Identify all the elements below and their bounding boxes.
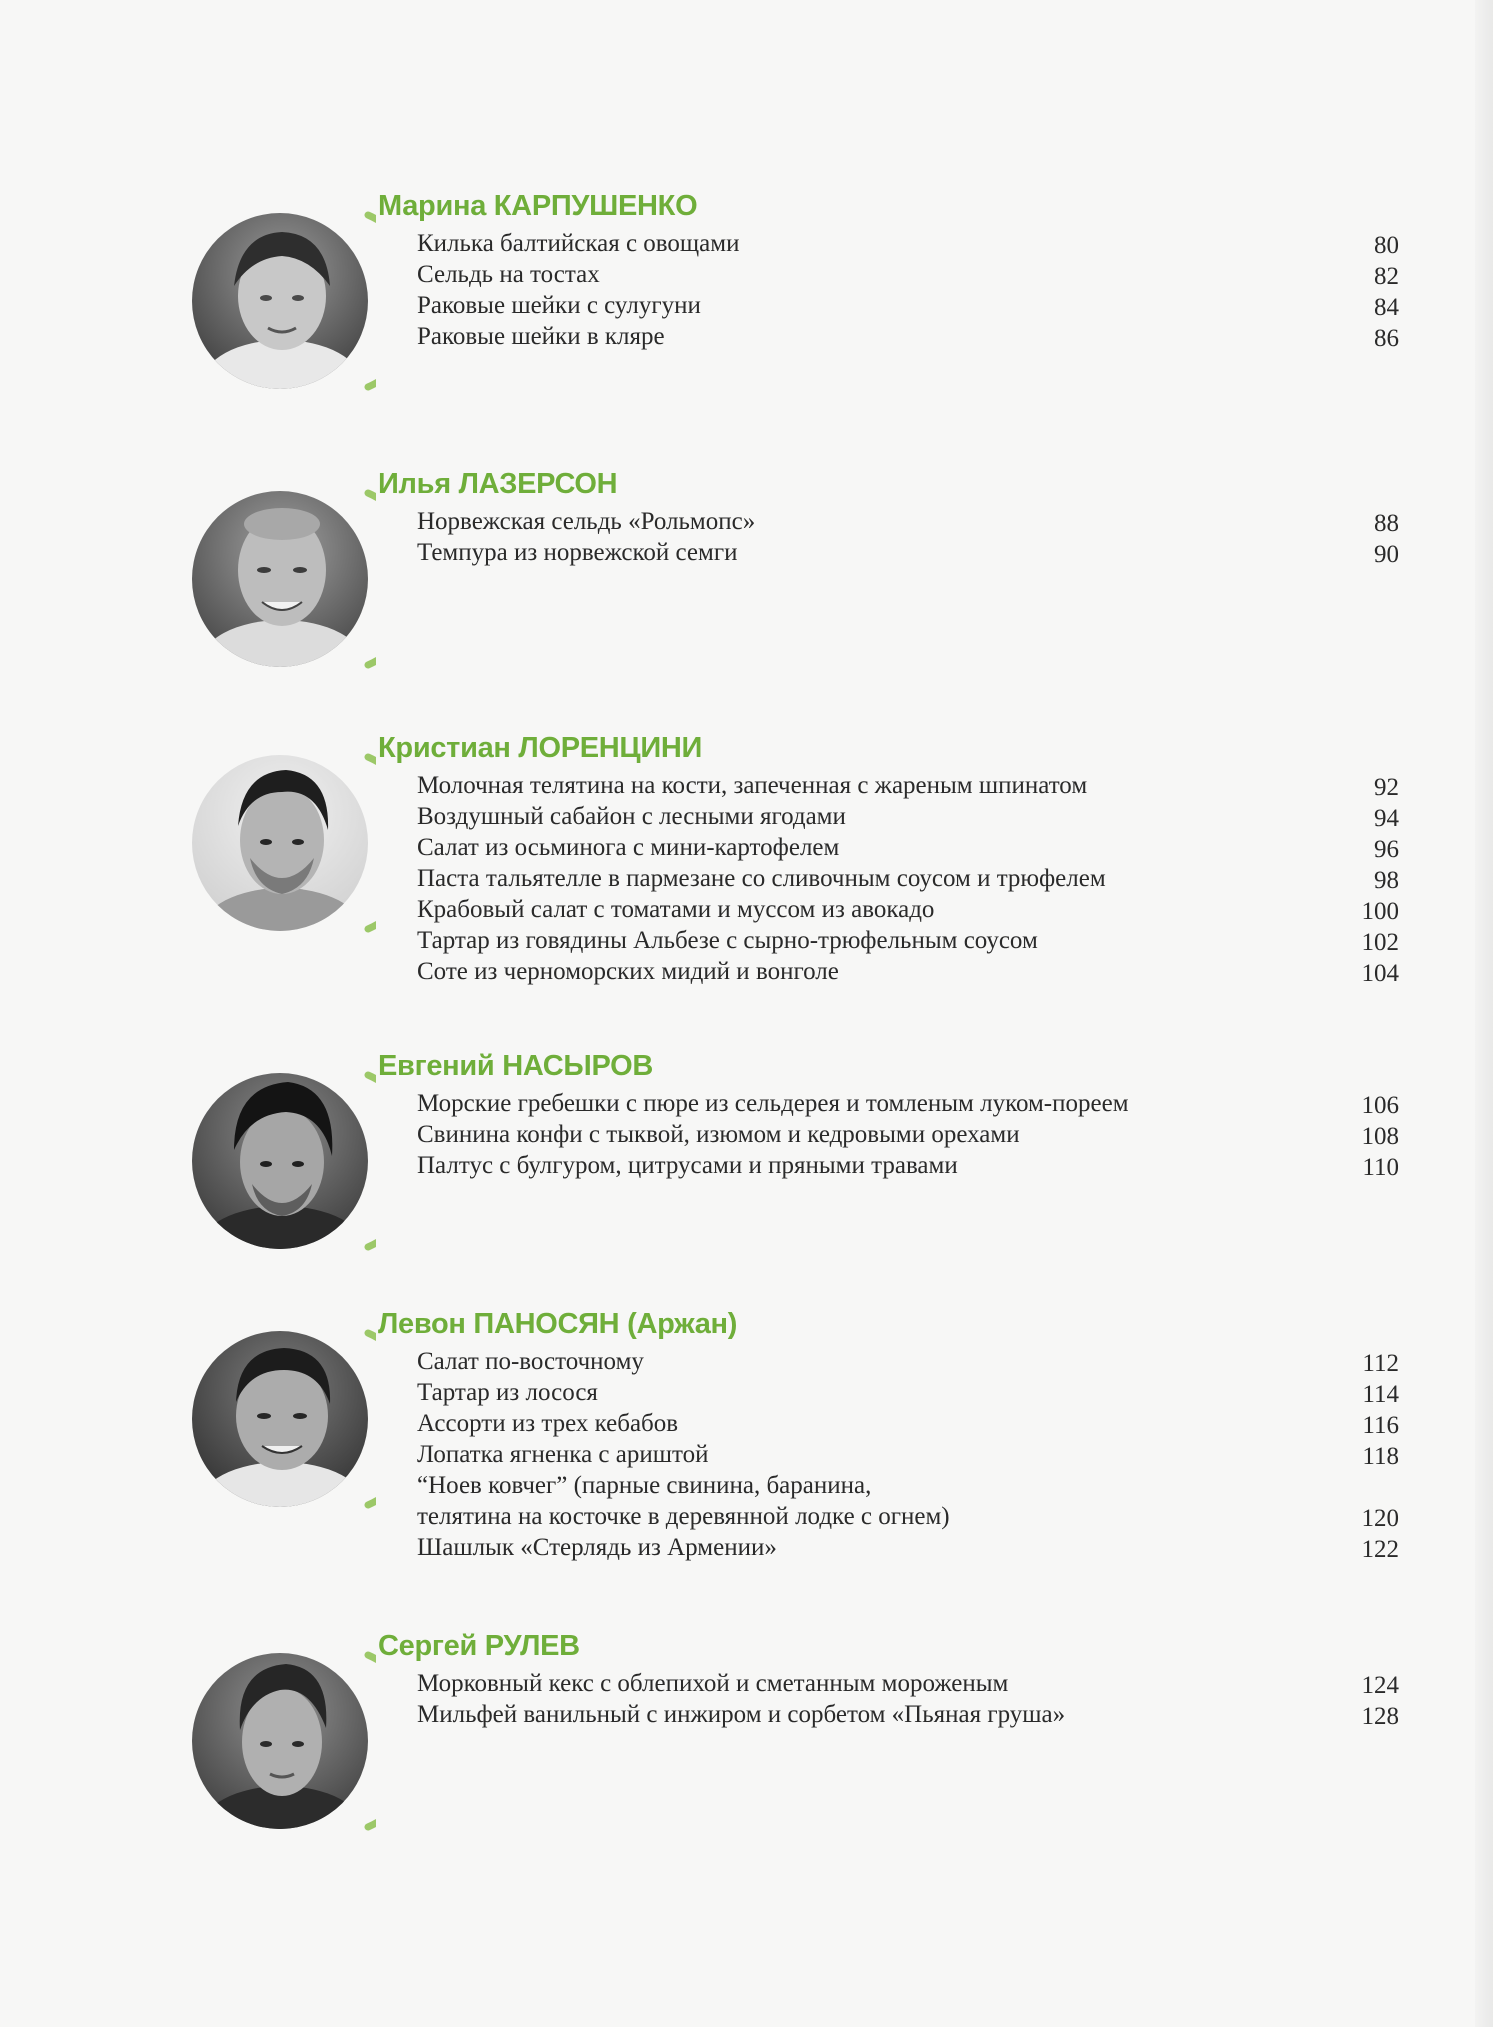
recipe-entry[interactable] <box>417 1377 1399 1408</box>
chef-portrait <box>190 1324 376 1510</box>
recipe-title: Шашлык «Стерлядь из Армении» <box>417 1534 777 1561</box>
recipe-entry[interactable] <box>417 1119 1399 1150</box>
recipe-title: Паста тальятелле в пармезане со сливочным соусом и трюфелем <box>417 865 1106 892</box>
page-number: 84 <box>1374 294 1399 321</box>
page-number: 120 <box>1361 1505 1399 1532</box>
chef-name: Кристиан ЛОРЕНЦИНИ <box>378 732 703 764</box>
recipe-title: Тартар из говядины Альбезе с сырно-трюфельным соусом <box>417 927 1038 954</box>
page-number: 118 <box>1362 1443 1399 1470</box>
recipe-entry[interactable] <box>417 537 1399 568</box>
recipe-entry[interactable] <box>417 1699 1399 1730</box>
recipe-list <box>417 1088 1399 1181</box>
page-number: 90 <box>1374 541 1399 568</box>
recipe-title: Свинина конфи с тыквой, изюмом и кедровыми орехами <box>417 1121 1020 1148</box>
recipe-entry[interactable] <box>417 228 1399 259</box>
page-number: 106 <box>1361 1092 1399 1119</box>
recipe-title: Раковые шейки в кляре <box>417 323 665 350</box>
recipe-entry[interactable] <box>417 925 1399 956</box>
recipe-title: Тартар из лосося <box>417 1379 598 1406</box>
recipe-title: Салат по-восточному <box>417 1348 644 1375</box>
chef-portrait <box>190 206 376 392</box>
recipe-list <box>417 1346 1399 1563</box>
recipe-entry[interactable] <box>417 321 1399 352</box>
recipe-entry[interactable] <box>417 1346 1399 1377</box>
chef-name: Сергей РУЛЕВ <box>378 1630 580 1662</box>
recipe-entry[interactable] <box>417 1668 1399 1699</box>
recipe-entry[interactable] <box>417 1150 1399 1181</box>
recipe-entry[interactable] <box>417 894 1399 925</box>
chef-name: Левон ПАНОСЯН (Аржан) <box>378 1308 738 1340</box>
page-number: 98 <box>1374 867 1399 894</box>
page-edge-shadow <box>1475 0 1493 2027</box>
chef-name: Марина КАРПУШЕНКО <box>378 190 698 222</box>
recipe-title: Крабовый салат с томатами и муссом из авокадо <box>417 896 935 923</box>
recipe-entry[interactable] <box>417 1532 1399 1563</box>
recipe-title: Норвежская сельдь «Рольмопс» <box>417 508 756 535</box>
recipe-title: Мильфей ванильный с инжиром и сорбетом «Пьяная груша» <box>417 1701 1066 1728</box>
recipe-entry[interactable] <box>417 801 1399 832</box>
page-number: 122 <box>1361 1536 1399 1563</box>
page-number: 114 <box>1362 1381 1399 1408</box>
page-number: 80 <box>1374 232 1399 259</box>
page-number: 110 <box>1362 1154 1399 1181</box>
recipe-entry[interactable] <box>417 956 1399 987</box>
page-number: 128 <box>1361 1703 1399 1730</box>
recipe-list <box>417 1668 1399 1730</box>
page-number: 116 <box>1362 1412 1399 1439</box>
page-number: 96 <box>1374 836 1399 863</box>
recipe-entry[interactable] <box>417 832 1399 863</box>
recipe-entry[interactable] <box>417 1408 1399 1439</box>
chef-name: Евгений НАСЫРОВ <box>378 1050 654 1082</box>
chef-name: Илья ЛАЗЕРСОН <box>378 468 618 500</box>
recipe-title: Морковный кекс с облепихой и сметанным мороженым <box>417 1670 1009 1697</box>
page-number: 86 <box>1374 325 1399 352</box>
page-number: 100 <box>1361 898 1399 925</box>
page-number: 104 <box>1361 960 1399 987</box>
chef-portrait <box>190 484 376 670</box>
recipe-entry[interactable] <box>417 290 1399 321</box>
recipe-title: Килька балтийская с овощами <box>417 230 740 257</box>
page-number: 112 <box>1362 1350 1399 1377</box>
page-number: 88 <box>1374 510 1399 537</box>
recipe-entry[interactable] <box>417 506 1399 537</box>
page-number: 82 <box>1374 263 1399 290</box>
recipe-title: Лопатка ягненка с ариштой <box>417 1441 709 1468</box>
recipe-entry[interactable] <box>417 770 1399 801</box>
recipe-title: Ассорти из трех кебабов <box>417 1410 679 1437</box>
recipe-entry[interactable] <box>417 1088 1399 1119</box>
recipe-list <box>417 228 1399 352</box>
page-number: 102 <box>1361 929 1399 956</box>
recipe-title: “Ноев ковчег” (парные свинина, баранина, телятина на косточке в деревянной лодке с огнем) <box>417 1472 950 1530</box>
recipe-title: Раковые шейки с сулугуни <box>417 292 701 319</box>
recipe-entry[interactable] <box>417 1470 1399 1532</box>
chef-portrait <box>190 1646 376 1832</box>
recipe-title: Соте из черноморских мидий и вонголе <box>417 958 839 985</box>
chef-portrait <box>190 1066 376 1252</box>
page-number: 108 <box>1361 1123 1399 1150</box>
recipe-title: Молочная телятина на кости, запеченная с жареным шпинатом <box>417 772 1088 799</box>
page-number: 92 <box>1374 774 1399 801</box>
recipe-title: Воздушный сабайон с лесными ягодами <box>417 803 846 830</box>
recipe-list <box>417 506 1399 568</box>
page-number: 94 <box>1374 805 1399 832</box>
recipe-title: Темпура из норвежской семги <box>417 539 738 566</box>
recipe-title: Морские гребешки с пюре из сельдерея и томленым луком-пореем <box>417 1090 1129 1117</box>
recipe-title: Салат из осьминога с мини-картофелем <box>417 834 840 861</box>
recipe-entry[interactable] <box>417 1439 1399 1470</box>
page-number: 124 <box>1361 1672 1399 1699</box>
recipe-title: Палтус с булгуром, цитрусами и пряными травами <box>417 1152 958 1179</box>
recipe-entry[interactable] <box>417 863 1399 894</box>
recipe-title: Сельдь на тостах <box>417 261 600 288</box>
recipe-entry[interactable] <box>417 259 1399 290</box>
chef-portrait <box>190 748 376 934</box>
recipe-list <box>417 770 1399 987</box>
